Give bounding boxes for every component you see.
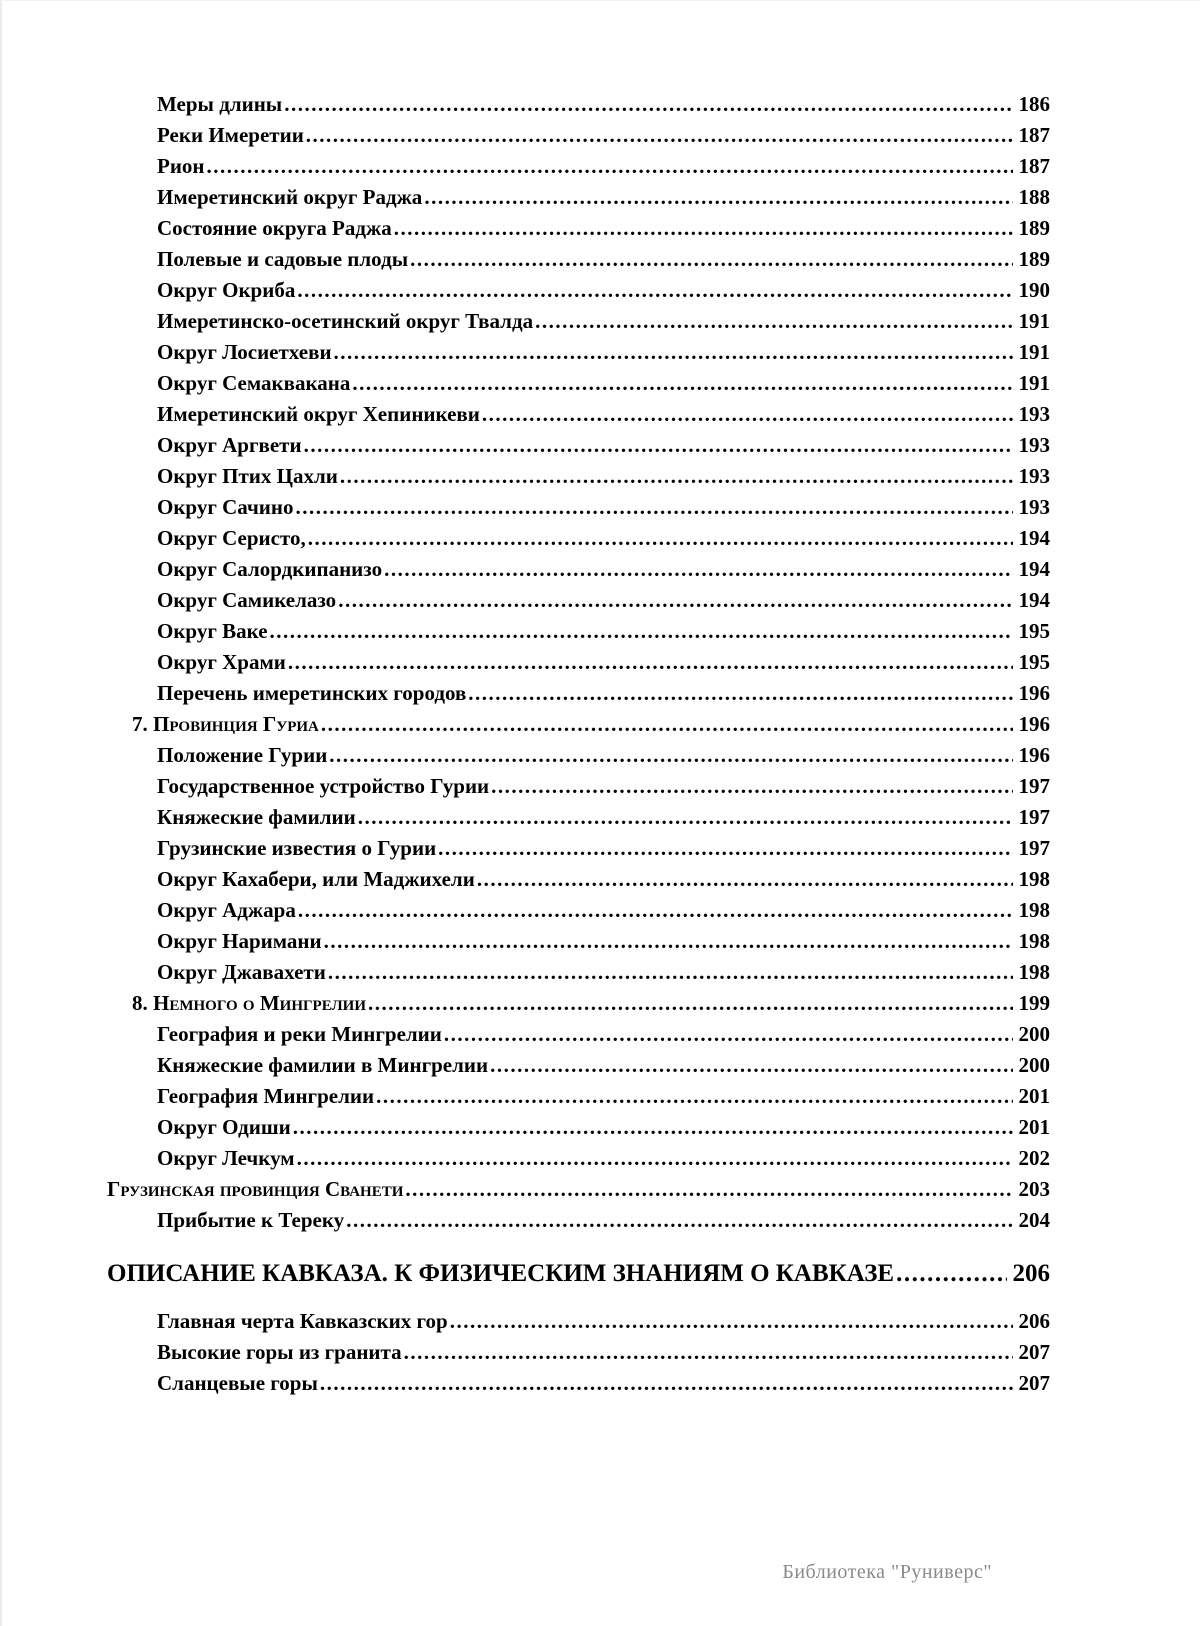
dot-leader: [410, 244, 1012, 275]
toc-entry: [107, 1081, 1050, 1112]
toc-entry-page: 197: [1018, 836, 1050, 860]
dot-leader: [424, 182, 1012, 213]
toc-entry-label: Округ Окриба: [157, 278, 296, 302]
toc-entry-label: Округ Сачино: [157, 495, 294, 519]
toc-entry: [107, 430, 1050, 461]
toc-entry-page: 207: [1018, 1340, 1050, 1364]
toc-entry-page: 197: [1018, 774, 1050, 798]
toc-entry-label: Имеретинский округ Хепиникеви: [157, 402, 480, 426]
toc-entry-page: 194: [1018, 526, 1050, 550]
dot-leader: [346, 1205, 1012, 1236]
dot-leader: [468, 678, 1012, 709]
dot-leader: [404, 1337, 1013, 1368]
toc-entry-label: 7. Провинция Гуриа: [132, 712, 319, 736]
toc-entry-page: 200: [1018, 1022, 1050, 1046]
toc-entry-label: Княжеские фамилии: [157, 805, 356, 829]
toc-entry-label: 8. Немного о Мингрелии: [132, 991, 367, 1015]
toc-entry-label: Перечень имеретинских городов: [157, 681, 467, 705]
dot-leader: [358, 802, 1013, 833]
dot-leader: [324, 926, 1013, 957]
toc-entry-label: Грузинская провинция Сванети: [107, 1177, 404, 1201]
toc-entry-page: 201: [1018, 1115, 1050, 1139]
toc-entry-label: Рион: [157, 154, 205, 178]
toc-entry: [107, 1258, 1050, 1289]
toc-entry-label: Состояние округа Раджа: [157, 216, 392, 240]
toc-entry-page: 193: [1018, 402, 1050, 426]
toc-entry-label: Округ Одиши: [157, 1115, 291, 1139]
toc-entry-label: Полевые и садовые плоды: [157, 247, 409, 271]
toc-entry-label: Округ Ваке: [157, 619, 268, 643]
toc-entry: [107, 399, 1050, 430]
toc-entry-page: 193: [1018, 464, 1050, 488]
toc-entry: [107, 1205, 1050, 1236]
dot-leader: [304, 430, 1013, 461]
dot-leader: [270, 616, 1013, 647]
toc-entry: [107, 182, 1050, 213]
toc-entry: [107, 1174, 1050, 1205]
toc-entry: [107, 895, 1050, 926]
dot-leader: [284, 89, 1012, 120]
toc-entry-page: 194: [1018, 557, 1050, 581]
toc-entry: [107, 120, 1050, 151]
toc-entry-label: География и реки Мингрелии: [157, 1022, 442, 1046]
toc-entry-page: 202: [1018, 1146, 1050, 1170]
toc-entry: [107, 616, 1050, 647]
toc-entry: [107, 988, 1050, 1019]
toc-entry: [107, 740, 1050, 771]
toc-entry-page: 193: [1018, 495, 1050, 519]
toc-entry-label: Округ Кахабери, или Маджихели: [157, 867, 475, 891]
toc-entry-label: Округ Джавахети: [157, 960, 326, 984]
toc-entry-page: 187: [1018, 123, 1050, 147]
toc-entry-label: Грузинские известия о Гурии: [157, 836, 437, 860]
toc-entry-page: 189: [1018, 247, 1050, 271]
toc-entry-page: 207: [1018, 1371, 1050, 1395]
dot-leader: [394, 213, 1013, 244]
toc-list: [107, 89, 1050, 1399]
dot-leader: [482, 399, 1013, 430]
dot-leader: [298, 895, 1013, 926]
dot-leader: [320, 1368, 1013, 1399]
toc-entry-label: Округ Семаквакана: [157, 371, 351, 395]
toc-entry-page: 195: [1018, 650, 1050, 674]
dot-leader: [338, 585, 1012, 616]
toc-entry: [107, 1337, 1050, 1368]
toc-entry-page: 204: [1018, 1208, 1050, 1232]
toc-entry-label: Высокие горы из гранита: [157, 1340, 402, 1364]
dot-leader: [293, 1112, 1013, 1143]
dot-leader: [376, 1081, 1012, 1112]
toc-entry-page: 206: [1012, 1260, 1050, 1287]
toc-entry: [107, 492, 1050, 523]
toc-entry: [107, 1050, 1050, 1081]
dot-leader: [328, 957, 1013, 988]
toc-entry-label: Округ Лосиетхеви: [157, 340, 332, 364]
dot-leader: [405, 1174, 1012, 1205]
toc-entry-page: 188: [1018, 185, 1050, 209]
toc-entry-page: 189: [1018, 216, 1050, 240]
toc-entry: [107, 337, 1050, 368]
toc-entry: [107, 1112, 1050, 1143]
dot-leader: [384, 554, 1012, 585]
toc-entry: [107, 833, 1050, 864]
dot-leader: [444, 1019, 1013, 1050]
toc-entry-page: 193: [1018, 433, 1050, 457]
toc-entry: [107, 585, 1050, 616]
toc-entry-label: Округ Салордкипанизо: [157, 557, 383, 581]
toc-entry: [107, 802, 1050, 833]
toc-entry-label: Округ Птих Цахли: [157, 464, 338, 488]
dot-leader: [288, 647, 1013, 678]
dot-leader: [321, 709, 1013, 740]
toc-entry-label: Округ Серисто,: [157, 526, 306, 550]
footer-credit: Библиотека "Руниверс": [782, 1561, 992, 1583]
toc-entry-page: 196: [1018, 743, 1050, 767]
toc-entry-page: 196: [1018, 681, 1050, 705]
toc-entry-label: Округ Храми: [157, 650, 286, 674]
toc-entry-page: 198: [1018, 929, 1050, 953]
toc-entry: [107, 709, 1050, 740]
toc-entry: [107, 523, 1050, 554]
dot-leader: [490, 1050, 1012, 1081]
dot-leader: [450, 1306, 1013, 1337]
toc-entry-label: ОПИСАНИЕ КАВКАЗА. К ФИЗИЧЕСКИМ ЗНАНИЯМ О КАВКАЗЕ: [107, 1260, 895, 1287]
toc-entry-label: Княжеские фамилии в Мингрелии: [157, 1053, 489, 1077]
toc-entry-page: 191: [1018, 309, 1050, 333]
toc-entry: [107, 213, 1050, 244]
toc-entry-page: 198: [1018, 960, 1050, 984]
toc-entry: [107, 151, 1050, 182]
dot-leader: [207, 151, 1013, 182]
dot-leader: [896, 1258, 1006, 1289]
dot-leader: [296, 492, 1013, 523]
toc-entry: [107, 771, 1050, 802]
toc-entry-label: Государственное устройство Гурии: [157, 774, 490, 798]
toc-entry-label: Реки Имеретии: [157, 123, 304, 147]
toc-entry-label: Положение Гурии: [157, 743, 328, 767]
toc-entry: [107, 864, 1050, 895]
toc-entry: [107, 647, 1050, 678]
toc-entry: [107, 1143, 1050, 1174]
toc-entry: [107, 678, 1050, 709]
toc-entry: [107, 306, 1050, 337]
dot-leader: [438, 833, 1012, 864]
toc-entry-page: 191: [1018, 340, 1050, 364]
toc-entry: [107, 275, 1050, 306]
toc-entry-label: Округ Аджара: [157, 898, 296, 922]
toc-entry-page: 196: [1018, 712, 1050, 736]
dot-leader: [334, 337, 1013, 368]
dot-leader: [329, 740, 1012, 771]
dot-leader: [352, 368, 1012, 399]
toc-entry: [107, 554, 1050, 585]
toc-entry-page: 197: [1018, 805, 1050, 829]
toc-entry-label: Меры длины: [157, 92, 283, 116]
toc-entry: [107, 1368, 1050, 1399]
toc-entry-page: 203: [1018, 1177, 1050, 1201]
dot-leader: [368, 988, 1012, 1019]
toc-entry-page: 191: [1018, 371, 1050, 395]
toc-entry: [107, 368, 1050, 399]
toc-entry-label: Округ Самикелазо: [157, 588, 337, 612]
toc-entry-page: 187: [1018, 154, 1050, 178]
toc-entry-page: 206: [1018, 1309, 1050, 1333]
toc-entry-page: 199: [1018, 991, 1050, 1015]
toc-entry-page: 198: [1018, 867, 1050, 891]
toc-entry-label: Прибытие к Тереку: [157, 1208, 345, 1232]
dot-leader: [340, 461, 1013, 492]
toc-entry-label: Округ Лечкум: [157, 1146, 295, 1170]
toc-entry-page: 190: [1018, 278, 1050, 302]
toc-entry-label: География Мингрелии: [157, 1084, 375, 1108]
toc-entry-page: 194: [1018, 588, 1050, 612]
dot-leader: [308, 523, 1013, 554]
toc-entry-page: 201: [1018, 1084, 1050, 1108]
dot-leader: [535, 306, 1012, 337]
toc-entry-page: 186: [1018, 92, 1050, 116]
toc-entry-page: 195: [1018, 619, 1050, 643]
dot-leader: [297, 1143, 1013, 1174]
dot-leader: [297, 275, 1012, 306]
toc-entry: [107, 1019, 1050, 1050]
toc-entry-label: Имеретинско-осетинский округ Твалда: [157, 309, 534, 333]
toc-entry: [107, 461, 1050, 492]
toc-entry: [107, 244, 1050, 275]
toc-entry-label: Главная черта Кавказских гор: [157, 1309, 448, 1333]
toc-entry-label: Имеретинский округ Раджа: [157, 185, 423, 209]
toc-entry-label: Сланцевые горы: [157, 1371, 318, 1395]
toc-entry: [107, 957, 1050, 988]
toc-entry-label: Округ Наримани: [157, 929, 322, 953]
toc-entry-page: 198: [1018, 898, 1050, 922]
toc-entry-page: 200: [1018, 1053, 1050, 1077]
dot-leader: [306, 120, 1013, 151]
dot-leader: [491, 771, 1012, 802]
dot-leader: [477, 864, 1013, 895]
toc-entry-label: Округ Аргвети: [157, 433, 302, 457]
toc-entry: [107, 926, 1050, 957]
toc-entry: [107, 1306, 1050, 1337]
toc-entry: [107, 89, 1050, 120]
